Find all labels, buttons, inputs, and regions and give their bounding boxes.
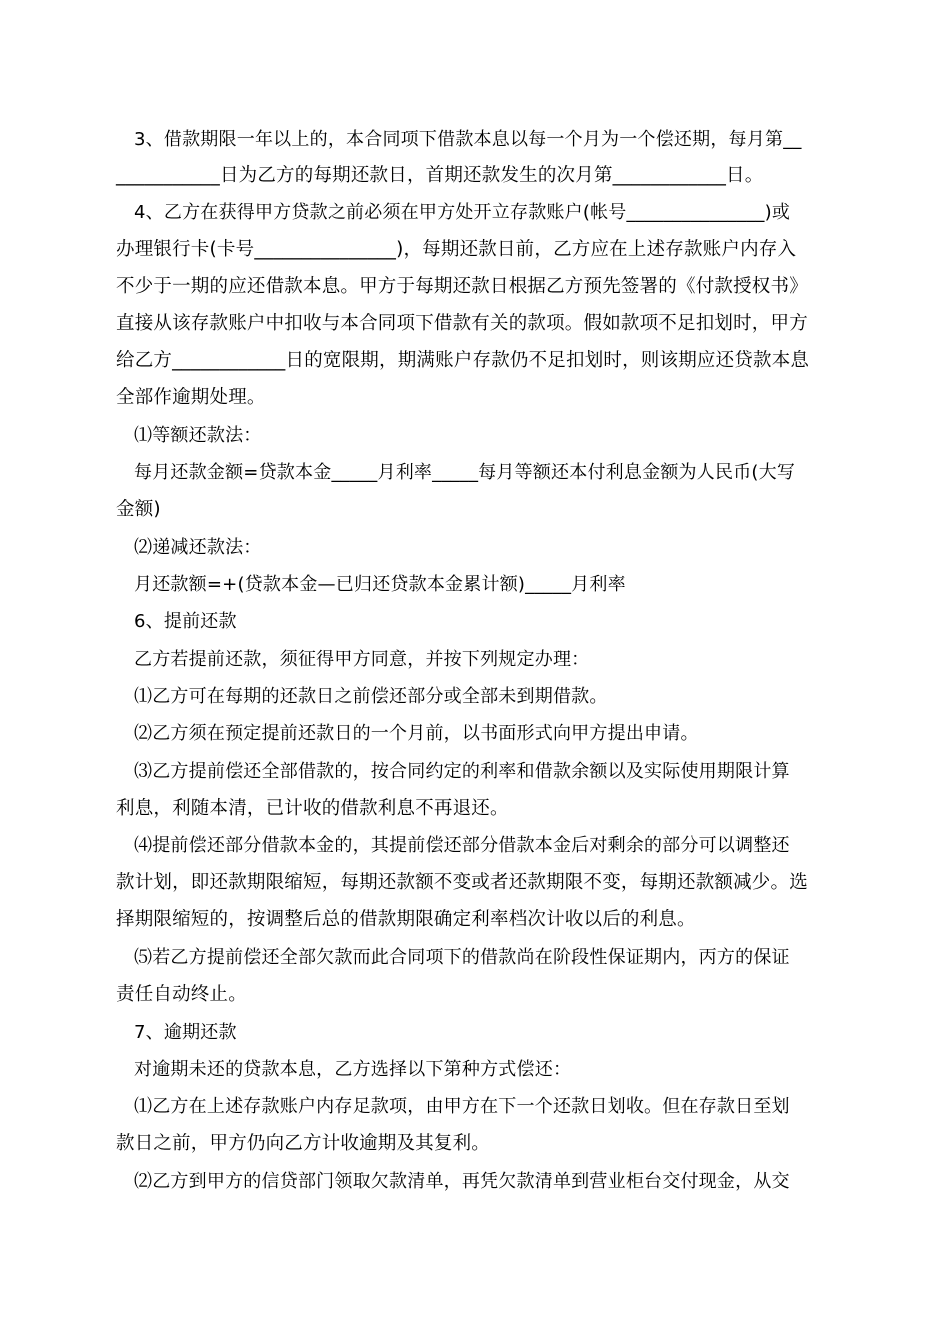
- text-line: ⑵递减还款法：: [134, 537, 262, 558]
- text-line: 月还款额=+(贷款本金—已归还贷款本金累计额)_____月利率: [134, 574, 626, 595]
- text-line: 每月还款金额=贷款本金_____月利率_____每月等额还本付利息金额为人民币(大写: [134, 462, 796, 483]
- text-line: 6、提前还款: [134, 611, 237, 632]
- text-line: 全部作逾期处理。: [116, 387, 266, 408]
- text-line: ⑴乙方在上述存款账户内存足款项，由甲方在下一个还款日划收。但在存款日至划: [134, 1096, 790, 1117]
- text-line: 办理银行卡(卡号_______________)，每期还款日前，乙方应在上述存款账户内存入: [116, 239, 797, 260]
- text-line: ⑴等额还款法：: [134, 425, 262, 446]
- text-line: 乙方若提前还款，须征得甲方同意，并按下列规定办理：: [134, 649, 590, 670]
- text-line: ⑷提前偿还部分借款本金的，其提前偿还部分借款本金后对剩余的部分可以调整还: [134, 835, 790, 856]
- text-line: ⑵乙方须在预定提前还款日的一个月前，以书面形式向甲方提出申请。: [134, 723, 699, 744]
- text-line: 金额): [116, 499, 161, 520]
- text-line: ___________日为乙方的每期还款日，首期还款发生的次月第____________日。: [116, 165, 764, 186]
- text-line: 3、借款期限一年以上的，本合同项下借款本息以每一个月为一个偿还期，每月第__: [134, 129, 802, 150]
- text-line: 利息，利随本清，已计收的借款利息不再退还。: [116, 798, 509, 819]
- text-line: 给乙方____________日的宽限期，期满账户存款仍不足扣划时，则该期应还贷款本息: [116, 350, 810, 371]
- text-line: 7、逾期还款: [134, 1022, 237, 1043]
- text-line: 对逾期未还的贷款本息，乙方选择以下第种方式偿还：: [134, 1059, 572, 1080]
- text-line: ⑴乙方可在每期的还款日之前偿还部分或全部未到期借款。: [134, 686, 608, 707]
- text-line: 责任自动终止。: [116, 984, 247, 1005]
- text-line: 款日之前，甲方仍向乙方计收逾期及其复利。: [116, 1133, 491, 1154]
- text-line: 直接从该存款账户中扣收与本合同项下借款有关的款项。假如款项不足扣划时，甲方: [116, 313, 808, 334]
- text-line: 4、乙方在获得甲方贷款之前必须在甲方处开立存款账户(帐号_______________)或: [134, 202, 791, 223]
- text-line: ⑵乙方到甲方的信贷部门领取欠款清单，再凭欠款清单到营业柜台交付现金，从交: [134, 1171, 790, 1192]
- text-line: 择期限缩短的，按调整后总的借款期限确定利率档次计收以后的利息。: [116, 909, 696, 930]
- text-line: 不少于一期的应还借款本息。甲方于每期还款日根据乙方预先签署的《付款授权书》: [116, 276, 808, 297]
- text-line: ⑸若乙方提前偿还全部欠款而此合同项下的借款尚在阶段性保证期内，丙方的保证: [134, 947, 790, 968]
- text-line: ⑶乙方提前偿还全部借款的，按合同约定的利率和借款余额以及实际使用期限计算: [134, 761, 790, 782]
- text-line: 款计划，即还款期限缩短，每期还款额不变或者还款期限不变，每期还款额减少。选: [116, 872, 808, 893]
